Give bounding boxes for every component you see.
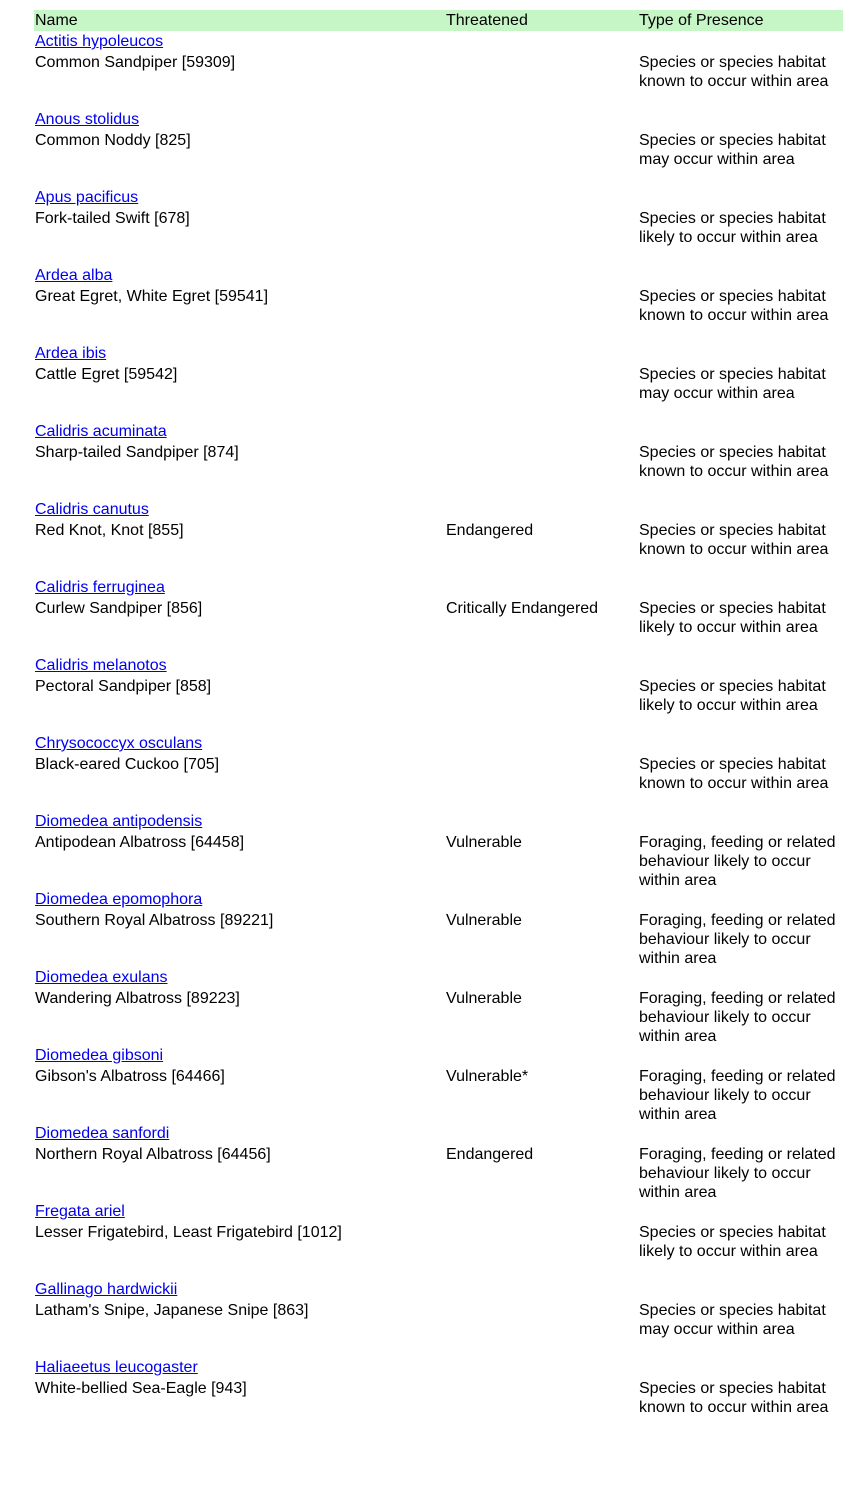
species-common-name: Southern Royal Albatross [89221] [35,912,274,929]
species-scientific-name-link[interactable]: Calidris melanotos [35,657,167,674]
species-table [34,10,843,1435]
table-row [34,343,843,421]
type-of-presence: Foraging, feeding or related behaviour likely to occur within area [639,834,836,889]
species-scientific-name-link[interactable]: Haliaeetus leucogaster [35,1359,198,1376]
type-of-presence: Species or species habitat known to occur within area [639,54,829,90]
species-scientific-name-link[interactable]: Gallinago hardwickii [35,1281,178,1298]
species-common-name: Northern Royal Albatross [64456] [35,1146,271,1163]
table-row [34,967,843,1045]
species-scientific-name-link[interactable]: Apus pacificus [35,189,139,206]
species-common-name: Lesser Frigatebird, Least Frigatebird [1012] [35,1224,342,1241]
species-scientific-name-link[interactable]: Chrysococcyx osculans [35,735,203,752]
type-of-presence: Species or species habitat likely to occur within area [639,678,826,714]
species-common-name: White-bellied Sea-Eagle [943] [35,1380,247,1397]
table-row [34,889,843,967]
type-of-presence: Species or species habitat known to occur within area [639,288,829,324]
species-common-name: Cattle Egret [59542] [35,366,178,383]
type-of-presence: Species or species habitat may occur within area [639,132,826,168]
type-of-presence: Species or species habitat likely to occur within area [639,210,826,246]
species-common-name: Pectoral Sandpiper [858] [35,678,212,695]
species-scientific-name-link[interactable]: Calidris canutus [35,501,149,518]
type-of-presence: Foraging, feeding or related behaviour likely to occur within area [639,912,836,967]
species-scientific-name-link[interactable]: Anous stolidus [35,111,140,128]
species-common-name: Gibson's Albatross [64466] [35,1068,225,1085]
species-common-name: Sharp-tailed Sandpiper [874] [35,444,239,461]
species-scientific-name-link[interactable]: Fregata ariel [35,1203,125,1220]
table-row [34,187,843,265]
type-of-presence: Species or species habitat may occur within area [639,366,826,402]
species-common-name: Common Noddy [825] [35,132,191,149]
type-of-presence: Species or species habitat may occur within area [639,1302,826,1338]
species-scientific-name-link[interactable]: Ardea alba [35,267,113,284]
species-scientific-name-link[interactable]: Diomedea epomophora [35,891,203,908]
table-row [34,1357,843,1435]
species-common-name: Great Egret, White Egret [59541] [35,288,269,305]
type-of-presence: Species or species habitat known to occur within area [639,444,829,480]
header-threatened: Threatened [446,12,528,29]
threatened-status: Critically Endangered [446,600,599,617]
species-scientific-name-link[interactable]: Diomedea sanfordi [35,1125,170,1142]
species-common-name: Common Sandpiper [59309] [35,54,236,71]
threatened-status: Endangered [446,522,534,539]
table-row [34,499,843,577]
threatened-status: Vulnerable [446,834,522,851]
table-row [34,421,843,499]
table-row [34,265,843,343]
threatened-status: Vulnerable [446,912,522,929]
species-common-name: Fork-tailed Swift [678] [35,210,190,227]
species-common-name: Antipodean Albatross [64458] [35,834,245,851]
species-scientific-name-link[interactable]: Diomedea exulans [35,969,168,986]
header-type-of-presence: Type of Presence [639,12,764,29]
type-of-presence: Species or species habitat known to occur within area [639,756,829,792]
table-row [34,1279,843,1357]
type-of-presence: Foraging, feeding or related behaviour likely to occur within area [639,1068,836,1123]
table-row [34,1123,843,1201]
table-row [34,577,843,655]
threatened-status: Endangered [446,1146,534,1163]
species-common-name: Black-eared Cuckoo [705] [35,756,220,773]
species-scientific-name-link[interactable]: Ardea ibis [35,345,107,362]
type-of-presence: Species or species habitat likely to occur within area [639,1224,826,1260]
type-of-presence: Foraging, feeding or related behaviour likely to occur within area [639,990,836,1045]
table-header [34,10,843,31]
species-scientific-name-link[interactable]: Calidris acuminata [35,423,167,440]
table-row [34,733,843,811]
type-of-presence: Species or species habitat likely to occur within area [639,600,826,636]
table-row [34,1201,843,1279]
type-of-presence: Species or species habitat known to occur within area [639,522,829,558]
species-common-name: Red Knot, Knot [855] [35,522,184,539]
table-row [34,811,843,889]
species-common-name: Curlew Sandpiper [856] [35,600,203,617]
table-body [34,31,843,1435]
threatened-status: Vulnerable [446,990,522,1007]
table-row [34,1045,843,1123]
species-common-name: Wandering Albatross [89223] [35,990,240,1007]
table-row [34,31,843,109]
table-row [34,655,843,733]
species-scientific-name-link[interactable]: Diomedea gibsoni [35,1047,164,1064]
species-scientific-name-link[interactable]: Actitis hypoleucos [35,33,164,50]
species-common-name: Latham's Snipe, Japanese Snipe [863] [35,1302,309,1319]
header-name: Name [35,12,78,29]
threatened-status: Vulnerable* [446,1068,529,1085]
species-scientific-name-link[interactable]: Calidris ferruginea [35,579,165,596]
species-scientific-name-link[interactable]: Diomedea antipodensis [35,813,203,830]
type-of-presence: Foraging, feeding or related behaviour likely to occur within area [639,1146,836,1201]
type-of-presence: Species or species habitat known to occur within area [639,1380,829,1416]
table-row [34,109,843,187]
